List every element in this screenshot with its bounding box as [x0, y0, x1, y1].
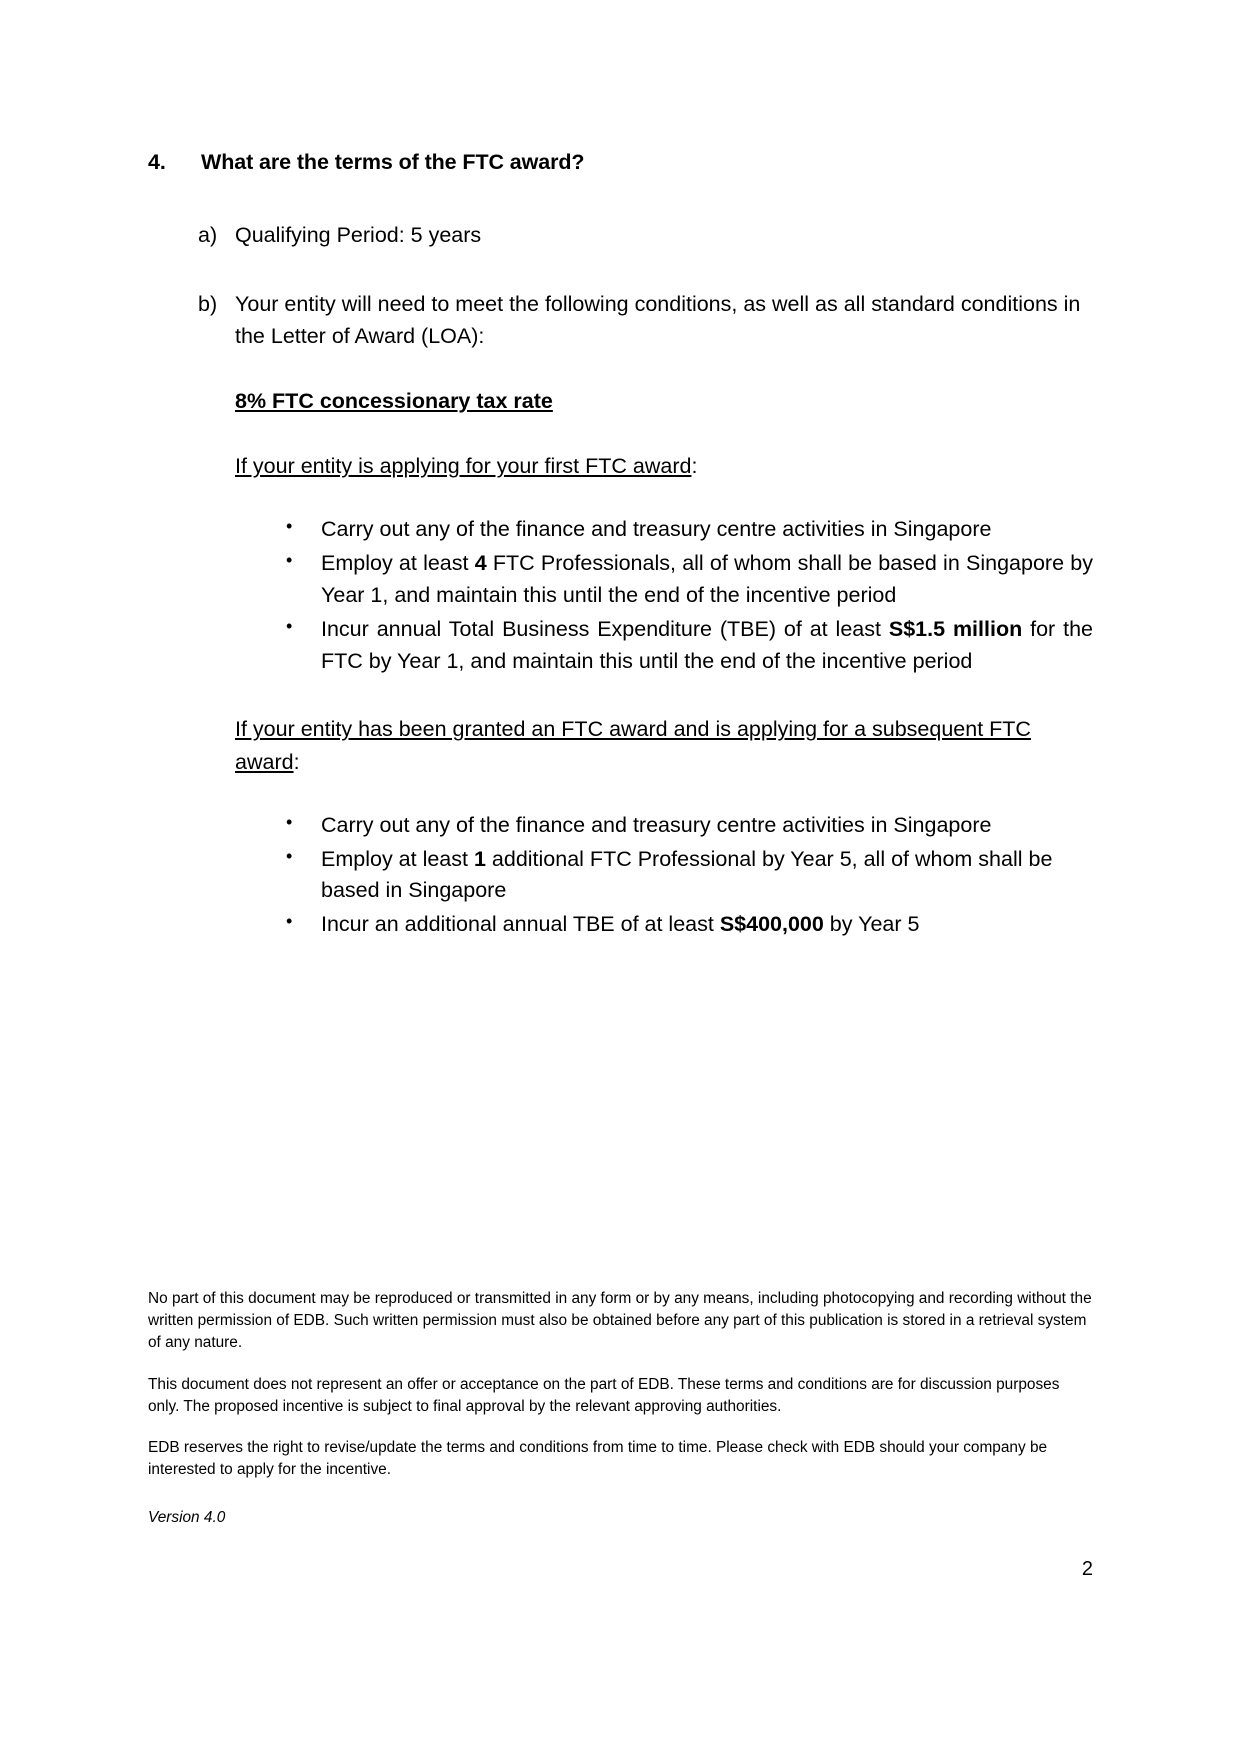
bullet-pre: Employ at least [321, 846, 474, 871]
list-item [281, 909, 1093, 941]
list-item-text: Qualifying Period: 5 years [235, 223, 482, 247]
question-heading [148, 150, 1093, 175]
first-award-bullets [235, 514, 1093, 677]
subsequent-award-lead-text: If your entity has been granted an FTC award and is applying for a subsequent FTC award [235, 717, 1031, 774]
list-item [281, 514, 1093, 546]
page-number: 2 [1081, 1558, 1093, 1580]
question-title: What are the terms of the FTC award? [201, 150, 585, 174]
list-item [281, 844, 1093, 908]
bullet-post: additional FTC Professional by Year 5, all of whom shall be based in Singapore [321, 846, 1053, 903]
bullet-post: by Year 5 [823, 912, 920, 937]
list-item [281, 614, 1093, 678]
bullet-pre: Employ at least [321, 551, 475, 576]
subsequent-award-lead [235, 713, 1093, 778]
conditions-block [148, 389, 1093, 941]
question-number: 4. [148, 150, 166, 174]
first-award-lead [235, 450, 1093, 482]
bullet-bold: S$400,000 [719, 912, 824, 937]
bullet-bold: S$1.5 million [888, 616, 1023, 641]
footer-paragraph: This document does not represent an offer or acceptance on the part of EDB. These terms and conditions are for discussion purposes only. The proposed incentive is subject to final approval by the relevant approving authorities. [148, 1375, 1060, 1415]
list-item-text: Your entity will need to meet the following conditions, as well as all standard conditions in the Letter of Award (LOA): [235, 291, 1081, 349]
bullet-post: FTC Professionals, all of whom shall be based in Singapore by Year 1, and maintain this until the end of the incentive period [321, 551, 1093, 607]
first-award-lead-suffix: : [691, 454, 698, 479]
subsequent-award-lead-suffix: : [293, 749, 300, 774]
list-item [281, 810, 1093, 842]
footer-paragraph: No part of this document may be reproduced or transmitted in any form or by any means, including photocopying and recording without the written permission of EDB. Such written permission must also be obtained before any part of this publication is stored in a retrieval system of any nature. [148, 1290, 1092, 1351]
list-item-marker: b) [198, 291, 218, 316]
bullet-pre: Carry out any of the finance and treasury centre activities in Singapore [321, 517, 992, 542]
list-item [148, 288, 1093, 353]
first-award-lead-text: If your entity is applying for your first FTC award [235, 454, 692, 479]
bullet-pre: Carry out any of the finance and treasury centre activities in Singapore [321, 812, 992, 837]
page-footer [148, 1288, 1093, 1529]
document-body [148, 150, 1093, 941]
version-label: Version 4.0 [148, 1509, 226, 1527]
bullet-post: for the FTC by Year 1, and maintain this until the end of the incentive period [321, 616, 1093, 673]
list-item [148, 219, 1093, 252]
subsequent-award-bullets [235, 810, 1093, 941]
section-heading: 8% FTC concessionary tax rate [235, 389, 553, 414]
list-item-marker: a) [198, 223, 218, 247]
list-item [281, 548, 1093, 612]
bullet-bold: 4 [474, 551, 487, 576]
bullet-pre: Incur annual Total Business Expenditure (TBE) of at least [321, 616, 889, 641]
footer-paragraph: EDB reserves the right to revise/update the terms and conditions from time to time. Please check with EDB should your company be interested to apply for the incentive. [148, 1439, 1048, 1479]
bullet-pre: Incur an additional annual TBE of at least [321, 912, 720, 937]
bullet-bold: 1 [473, 846, 486, 871]
